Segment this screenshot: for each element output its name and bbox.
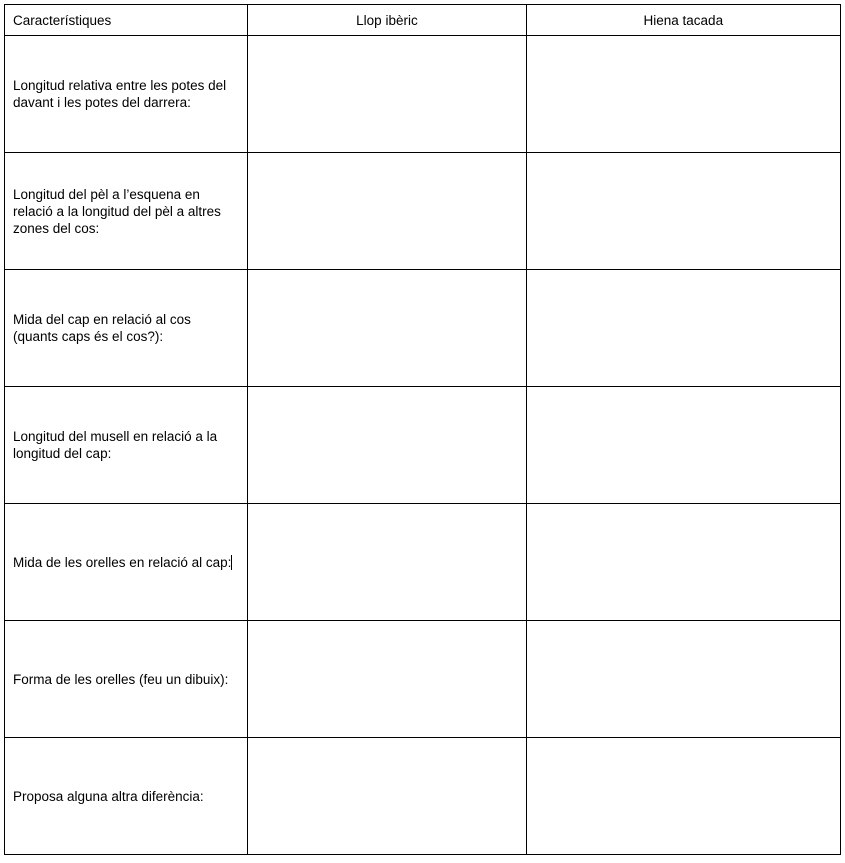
answer-cell-hyena[interactable] — [526, 738, 840, 855]
answer-cell-hyena[interactable] — [526, 270, 840, 387]
table-row — [5, 153, 841, 270]
answer-cell-hyena[interactable] — [526, 36, 840, 153]
comparison-table — [4, 4, 841, 855]
row-label-text: Mida de les orelles en relació al cap: — [13, 554, 232, 570]
row-label: Forma de les orelles (feu un dibuix): — [5, 621, 248, 738]
answer-cell-hyena[interactable] — [526, 153, 840, 270]
answer-cell-hyena[interactable] — [526, 387, 840, 504]
table-row — [5, 36, 841, 153]
answer-cell-wolf[interactable] — [248, 153, 526, 270]
table-row — [5, 270, 841, 387]
row-label: Longitud del pèl a l’esquena en relació a la longitud del pèl a altres zones del cos: — [5, 153, 248, 270]
answer-cell-wolf[interactable] — [248, 504, 526, 621]
table-row — [5, 738, 841, 855]
answer-cell-wolf[interactable] — [248, 36, 526, 153]
answer-cell-wolf[interactable] — [248, 621, 526, 738]
answer-cell-hyena[interactable] — [526, 504, 840, 621]
row-label-with-cursor[interactable] — [5, 504, 248, 621]
header-iberian-wolf: Llop ibèric — [248, 5, 526, 36]
answer-cell-wolf[interactable] — [248, 738, 526, 855]
header-row — [5, 5, 841, 36]
answer-cell-hyena[interactable] — [526, 621, 840, 738]
row-label: Mida del cap en relació al cos (quants caps és el cos?): — [5, 270, 248, 387]
table-row — [5, 504, 841, 621]
header-spotted-hyena: Hiena tacada — [526, 5, 840, 36]
header-characteristics: Característiques — [5, 5, 248, 36]
answer-cell-wolf[interactable] — [248, 270, 526, 387]
row-label: Longitud relativa entre les potes del davant i les potes del darrera: — [5, 36, 248, 153]
table-row — [5, 387, 841, 504]
row-label: Longitud del musell en relació a la longitud del cap: — [5, 387, 248, 504]
table-row — [5, 621, 841, 738]
answer-cell-wolf[interactable] — [248, 387, 526, 504]
row-label: Proposa alguna altra diferència: — [5, 738, 248, 855]
text-cursor — [231, 555, 232, 570]
